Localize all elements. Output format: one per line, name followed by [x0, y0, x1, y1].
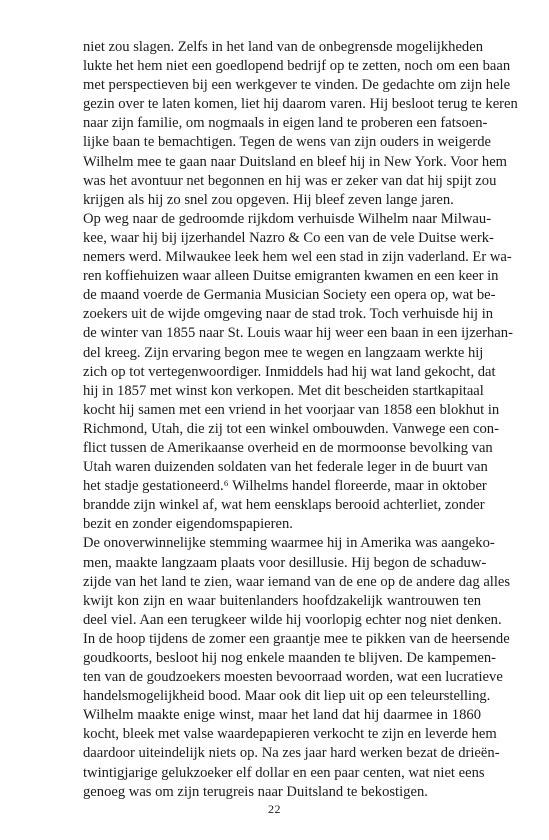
text-line: was het avontuur net begonnen en hij was er zeker van dat hij spijt zou: [83, 172, 497, 189]
text-line: Utah waren duizenden soldaten van het federale leger in de buurt van: [83, 459, 488, 476]
paragraph: [83, 210, 513, 535]
text-line: zich op tot vertegenwoordiger. Inmiddels had hij wat land gekocht, dat: [83, 363, 496, 380]
text-line: met perspectieven bij een werkgever te vinden. De gedachte om zijn hele: [83, 77, 511, 94]
text-line: ren koffiehuizen waar alleen Duitse emigranten kwamen en een keer in: [83, 268, 499, 285]
text-line: bezit en zonder eigendomspapieren.: [83, 516, 293, 533]
text-line: lijke baan te bemachtigen. Tegen de wens van zijn ouders in weigerde: [83, 134, 491, 151]
text-line: naar zijn familie, om nogmaals in eigen land te proberen een fatsoen-: [83, 115, 488, 132]
text-line: goudkoorts, besloot hij nog enkele maanden te blijven. De kampemen-: [83, 650, 496, 666]
text-line: ten van de goudzoekers moesten bevoorraad worden, wat een lucratieve: [83, 669, 503, 686]
text-line: kocht, bleek met valse waardepapieren verkocht te zijn en leverde hem: [83, 726, 497, 743]
text-line: hij in 1857 met winst kon verkopen. Met dit bescheiden startkapitaal: [83, 382, 484, 399]
text-line: genoeg was om zijn terugreis naar Duitsland te bekostigen.: [83, 783, 428, 800]
text-line: de winter van 1855 naar St. Louis waar hij weer een baan in een ijzerhan-: [83, 325, 513, 342]
paragraph: [83, 38, 518, 210]
text-line: niet zou slagen. Zelfs in het land van de onbegrensde mogelijkheden: [83, 39, 483, 55]
paragraph: [83, 534, 511, 801]
text-line: men, maakte langzaam plaats voor desillusie. Hij begon de schaduw-: [83, 554, 487, 571]
text-line: Wilhelm maakte enige winst, maar het land dat hij daarmee in 1860: [83, 707, 481, 724]
text-line: krijgen als hij zo snel zou opgeven. Hij bleef zeven lange jaren.: [83, 191, 454, 208]
text-line: De onoverwinnelijke stemming waarmee hij in Amerika was aangeko-: [83, 535, 495, 552]
text-line: twintigjarige gelukzoeker elf dollar en een paar centen, wat niet eens: [83, 764, 485, 781]
text-line: del kreeg. Zijn ervaring begon mee te wegen en langzaam werkte hij: [83, 344, 484, 361]
text-line: de maand voerde de Germania Musician Society een opera op, wat be-: [83, 287, 496, 304]
text-line: Wilhelm mee te gaan naar Duitsland en bleef hij in New York. Voor hem: [83, 153, 508, 170]
text-line: daardoor uiteindelijk niets op. Na zes jaar hard werken bezat de drieën-: [83, 745, 500, 762]
text-line: brandde zijn winkel af, wat hem eensklaps berooid achterliet, zonder: [83, 497, 485, 514]
body-text: [83, 38, 518, 802]
text-line: lukte het hem niet een goedlopend bedrijf op te zetten, noch om een baan: [83, 58, 511, 75]
text-line: kee, waar hij bij ijzerhandel Nazro & Co een van de vele Duitse werk-: [83, 229, 494, 246]
text-line: kocht hij samen met een vriend in het voorjaar van 1858 een blokhut in: [83, 401, 500, 418]
text-line: handelsmogelijkheid bood. Maar ook dit liep uit op een teleurstelling.: [83, 688, 491, 705]
text-line: Op weg naar de gedroomde rijkdom verhuisde Wilhelm naar Milwau-: [83, 210, 492, 227]
text-line: nemers werd. Milwaukee leek hem wel een stad in zijn vaderland. Er wa-: [83, 249, 512, 266]
text-line: zijde van het land te zien, waar iemand van de ene op de andere dag alles: [83, 573, 511, 590]
text-line: In de hoop tijdens de zomer een graantje mee te pikken van de heersende: [83, 630, 510, 647]
text-line: deel viel. Aan een terugkeer wilde hij voorlopig echter nog niet denken.: [83, 611, 502, 628]
page-number: 22: [268, 802, 281, 816]
text-line: flict tussen de Amerikaanse overheid en de mormoonse bevolking van: [83, 439, 493, 456]
text-line: zoekers uit de wijde omgeving naar de stad trok. Toch verhuisde hij in: [83, 306, 494, 323]
text-line: Richmond, Utah, die zij tot een winkel ombouwden. Vanwege een con-: [83, 420, 499, 437]
text-line: het stadje gestationeerd.⁶ Wilhelms handel floreerde, maar in oktober: [83, 478, 487, 495]
text-line: kwijt kon zijn en waar buitenlanders hoofdzakelijk wantrouwen ten: [83, 592, 481, 609]
text-line: gezin over te laten komen, liet hij daarom varen. Hij besloot terug te keren: [83, 96, 518, 113]
